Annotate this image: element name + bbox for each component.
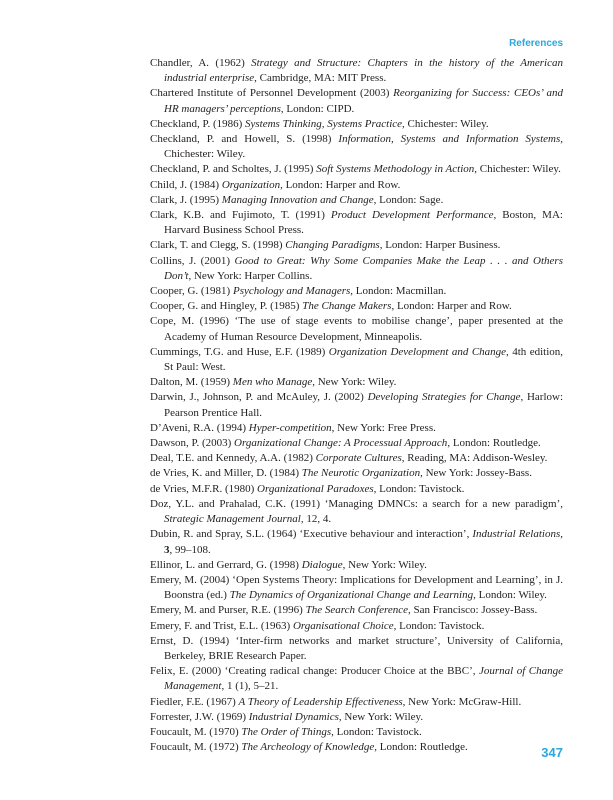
reference-entry bbox=[150, 178, 563, 193]
reference-text: , London: Routledge. bbox=[374, 741, 468, 754]
reference-title: Developing Strategies for Change bbox=[367, 391, 521, 404]
reference-entry bbox=[150, 162, 563, 177]
reference-text: Darwin, J., Johnson, P. and McAuley, J. (2002) bbox=[150, 391, 368, 404]
reference-entry bbox=[150, 345, 563, 375]
page-number: 347 bbox=[541, 745, 563, 760]
reference-title: Organizational Paradoxes bbox=[257, 482, 374, 495]
reference-text: Foucault, M. (1970) bbox=[150, 725, 242, 738]
reference-text: , bbox=[560, 528, 563, 541]
reference-text: Ernst, D. (1994) ‘Inter-firm networks and market structure’, University of California, Berkeley, BRIE Research Paper. bbox=[150, 634, 563, 662]
reference-text: , New York: Wiley. bbox=[342, 558, 427, 571]
reference-entry bbox=[150, 314, 563, 344]
reference-entry bbox=[150, 56, 563, 86]
reference-title: Men who Manage bbox=[232, 376, 313, 389]
reference-text: , London: Tavistock. bbox=[373, 482, 465, 495]
reference-title: Reorganizing for Success: CEOs’ and HR managers’ perceptions bbox=[164, 87, 563, 115]
reference-entry bbox=[150, 375, 563, 390]
reference-title: Journal of Change Management bbox=[164, 665, 563, 693]
reference-entry bbox=[150, 193, 563, 208]
reference-entry bbox=[150, 436, 563, 451]
reference-entry bbox=[150, 725, 563, 740]
reference-text: Clark, J. (1995) bbox=[150, 193, 222, 206]
reference-text: Felix, E. (2000) ‘Creating radical change: Producer Choice at the BBC’, bbox=[150, 665, 479, 678]
reference-title: Systems Thinking, Systems Practice bbox=[245, 117, 403, 130]
reference-entry bbox=[150, 238, 563, 253]
reference-text: , New York: Wiley. bbox=[312, 376, 397, 389]
reference-title: Dialogue bbox=[301, 558, 343, 571]
reference-entry bbox=[150, 284, 563, 299]
reference-text: Deal, T.E. and Kennedy, A.A. (1982) bbox=[150, 452, 316, 465]
reference-entry bbox=[150, 466, 563, 481]
reference-entry bbox=[150, 527, 563, 557]
reference-title: Strategy and Structure: Chapters in the history of the American industrial enterprise bbox=[164, 57, 563, 85]
reference-text: , London: Sage. bbox=[373, 193, 444, 206]
reference-title: The Order of Things bbox=[241, 725, 332, 738]
reference-text: Cummings, T.G. and Huse, E.F. (1989) bbox=[150, 345, 329, 358]
reference-title: The Search Conference bbox=[305, 604, 409, 617]
reference-text: Clark, K.B. and Fujimoto, T. (1991) bbox=[150, 209, 331, 222]
reference-text: , New York: McGraw-Hill. bbox=[402, 695, 522, 708]
reference-entry bbox=[150, 208, 563, 238]
reference-text: , 12, 4. bbox=[300, 513, 332, 526]
reference-text: Emery, M. (2004) ‘Open Systems Theory: Implications for Development and Learning’, in J. Boonstra (ed.) bbox=[150, 573, 563, 602]
reference-text: Cooper, G. (1981) bbox=[150, 285, 233, 298]
reference-text: , New York: Wiley. bbox=[338, 710, 424, 723]
reference-title: Organization Development and Change bbox=[328, 345, 507, 358]
reference-text: de Vries, K. and Miller, D. (1984) bbox=[150, 467, 302, 480]
reference-text: , Boston, MA: Harvard Business School Press. bbox=[164, 209, 563, 237]
reference-text: , Chichester: Wiley. bbox=[402, 117, 489, 130]
reference-title: Industrial Dynamics bbox=[248, 710, 339, 723]
reference-text: Dalton, M. (1959) bbox=[150, 376, 233, 389]
reference-entry bbox=[150, 390, 563, 420]
reference-entry bbox=[150, 695, 563, 710]
reference-text: Clark, T. and Clegg, S. (1998) bbox=[150, 239, 286, 252]
reference-entry bbox=[150, 497, 563, 527]
reference-title: The Dynamics of Organizational Change and Learning bbox=[229, 589, 474, 602]
reference-text: , 1 (1), 5–21. bbox=[221, 680, 279, 693]
reference-text: Doz, Y.L. and Prahalad, C.K. (1991) ‘Managing DMNCs: a search for a new paradigm’, bbox=[150, 497, 563, 510]
reference-title: Industrial Relations bbox=[472, 528, 561, 541]
reference-title: A Theory of Leadership Effectiveness bbox=[238, 695, 403, 708]
reference-text: , Reading, MA: Addison-Wesley. bbox=[401, 452, 548, 465]
reference-text: , London: Tavistock. bbox=[331, 725, 422, 738]
reference-text: de Vries, M.F.R. (1980) bbox=[150, 482, 258, 495]
reference-text: D’Aveni, R.A. (1994) bbox=[150, 421, 249, 434]
reference-title: Changing Paradigms bbox=[285, 239, 380, 252]
reference-text: Forrester, J.W. (1969) bbox=[150, 710, 249, 723]
reference-title: Soft Systems Methodology in Action bbox=[316, 163, 475, 176]
reference-text: , Chichester: Wiley. bbox=[164, 133, 564, 161]
reference-entry bbox=[150, 740, 563, 755]
reference-text: 3 bbox=[164, 543, 170, 556]
reference-text: Chartered Institute of Personnel Development (2003) bbox=[150, 87, 394, 100]
reference-title: Good to Great: Why Some Companies Make the Leap . . . and Others Don’t bbox=[164, 254, 563, 282]
reference-text: , 99–108. bbox=[169, 543, 211, 556]
reference-title: Information, Systems and Information Systems bbox=[338, 133, 561, 146]
reference-text: , San Francisco: Jossey-Bass. bbox=[408, 604, 538, 617]
reference-text: Fiedler, F.E. (1967) bbox=[150, 695, 239, 708]
reference-entry bbox=[150, 664, 563, 694]
reference-title: Organisational Choice bbox=[292, 619, 394, 632]
reference-text: , Harlow: Pearson Prentice Hall. bbox=[164, 391, 563, 419]
reference-text: , London: Tavistock. bbox=[393, 619, 485, 632]
reference-text: Collins, J. (2001) bbox=[150, 254, 235, 267]
reference-entry bbox=[150, 299, 563, 314]
reference-text: Chandler, A. (1962) bbox=[150, 57, 252, 69]
reference-text: , New York: Harper Collins. bbox=[188, 269, 313, 282]
running-head: References bbox=[509, 38, 563, 49]
reference-title: Strategic Management Journal bbox=[164, 513, 301, 526]
reference-entry bbox=[150, 86, 563, 116]
reference-entry bbox=[150, 573, 563, 603]
reference-entry bbox=[150, 558, 563, 573]
reference-list bbox=[150, 56, 563, 755]
reference-entry bbox=[150, 132, 563, 162]
reference-text: , London: Harper and Row. bbox=[280, 178, 401, 191]
reference-text: Foucault, M. (1972) bbox=[150, 741, 242, 754]
reference-text: Checkland, P. and Scholtes, J. (1995) bbox=[150, 163, 317, 176]
reference-entry bbox=[150, 421, 563, 436]
reference-title: Product Development Performance bbox=[330, 209, 494, 222]
reference-text: Cope, M. (1996) ‘The use of stage events to mobilise change’, paper presented at the Academy of Human Resource Development, Minneapolis. bbox=[150, 315, 563, 343]
reference-text: , New York: Free Press. bbox=[331, 421, 436, 434]
reference-text: Cooper, G. and Hingley, P. (1985) bbox=[150, 300, 303, 313]
reference-text: Checkland, P. and Howell, S. (1998) bbox=[150, 133, 339, 146]
reference-text: Emery, M. and Purser, R.E. (1996) bbox=[150, 604, 306, 617]
reference-text: Child, J. (1984) bbox=[150, 178, 222, 191]
reference-text: Ellinor, L. and Gerrard, G. (1998) bbox=[150, 558, 302, 571]
reference-title: Psychology and Managers bbox=[232, 285, 351, 298]
reference-text: , 4th edition, St Paul: West. bbox=[164, 345, 564, 374]
reference-text: , London: Harper and Row. bbox=[391, 300, 512, 313]
reference-title: Managing Innovation and Change bbox=[221, 193, 374, 206]
reference-title: The Neurotic Organization bbox=[301, 467, 421, 480]
reference-title: The Archeology of Knowledge bbox=[241, 741, 375, 754]
reference-title: The Change Makers bbox=[302, 300, 392, 313]
reference-text: Checkland, P. (1986) bbox=[150, 117, 246, 130]
reference-text: , London: Harper Business. bbox=[379, 239, 501, 252]
reference-text: Emery, F. and Trist, E.L. (1963) bbox=[150, 619, 293, 632]
reference-entry bbox=[150, 451, 563, 466]
reference-text: , Cambridge, MA: MIT Press. bbox=[254, 72, 387, 85]
reference-text: , London: Wiley. bbox=[473, 589, 547, 602]
reference-entry bbox=[150, 482, 563, 497]
reference-entry bbox=[150, 710, 563, 725]
reference-text: Dubin, R. and Spray, S.L. (1964) ‘Executive behaviour and interaction’, bbox=[150, 528, 473, 541]
reference-title: Organization bbox=[221, 178, 281, 191]
reference-text: , London: CIPD. bbox=[280, 102, 355, 115]
reference-entry bbox=[150, 254, 563, 284]
reference-text: , New York: Jossey-Bass. bbox=[420, 467, 532, 480]
reference-entry bbox=[150, 603, 563, 618]
reference-title: Hyper-competition bbox=[248, 421, 332, 434]
reference-text: , London: Macmillan. bbox=[350, 285, 447, 298]
reference-title: Organizational Change: A Processual Approach bbox=[234, 437, 448, 450]
reference-text: , Chichester: Wiley. bbox=[474, 163, 561, 176]
reference-entry bbox=[150, 619, 563, 634]
reference-text: , London: Routledge. bbox=[447, 437, 541, 450]
reference-text: Dawson, P. (2003) bbox=[150, 437, 235, 450]
reference-entry bbox=[150, 634, 563, 664]
reference-title: Corporate Cultures bbox=[315, 452, 402, 465]
reference-entry bbox=[150, 117, 563, 132]
